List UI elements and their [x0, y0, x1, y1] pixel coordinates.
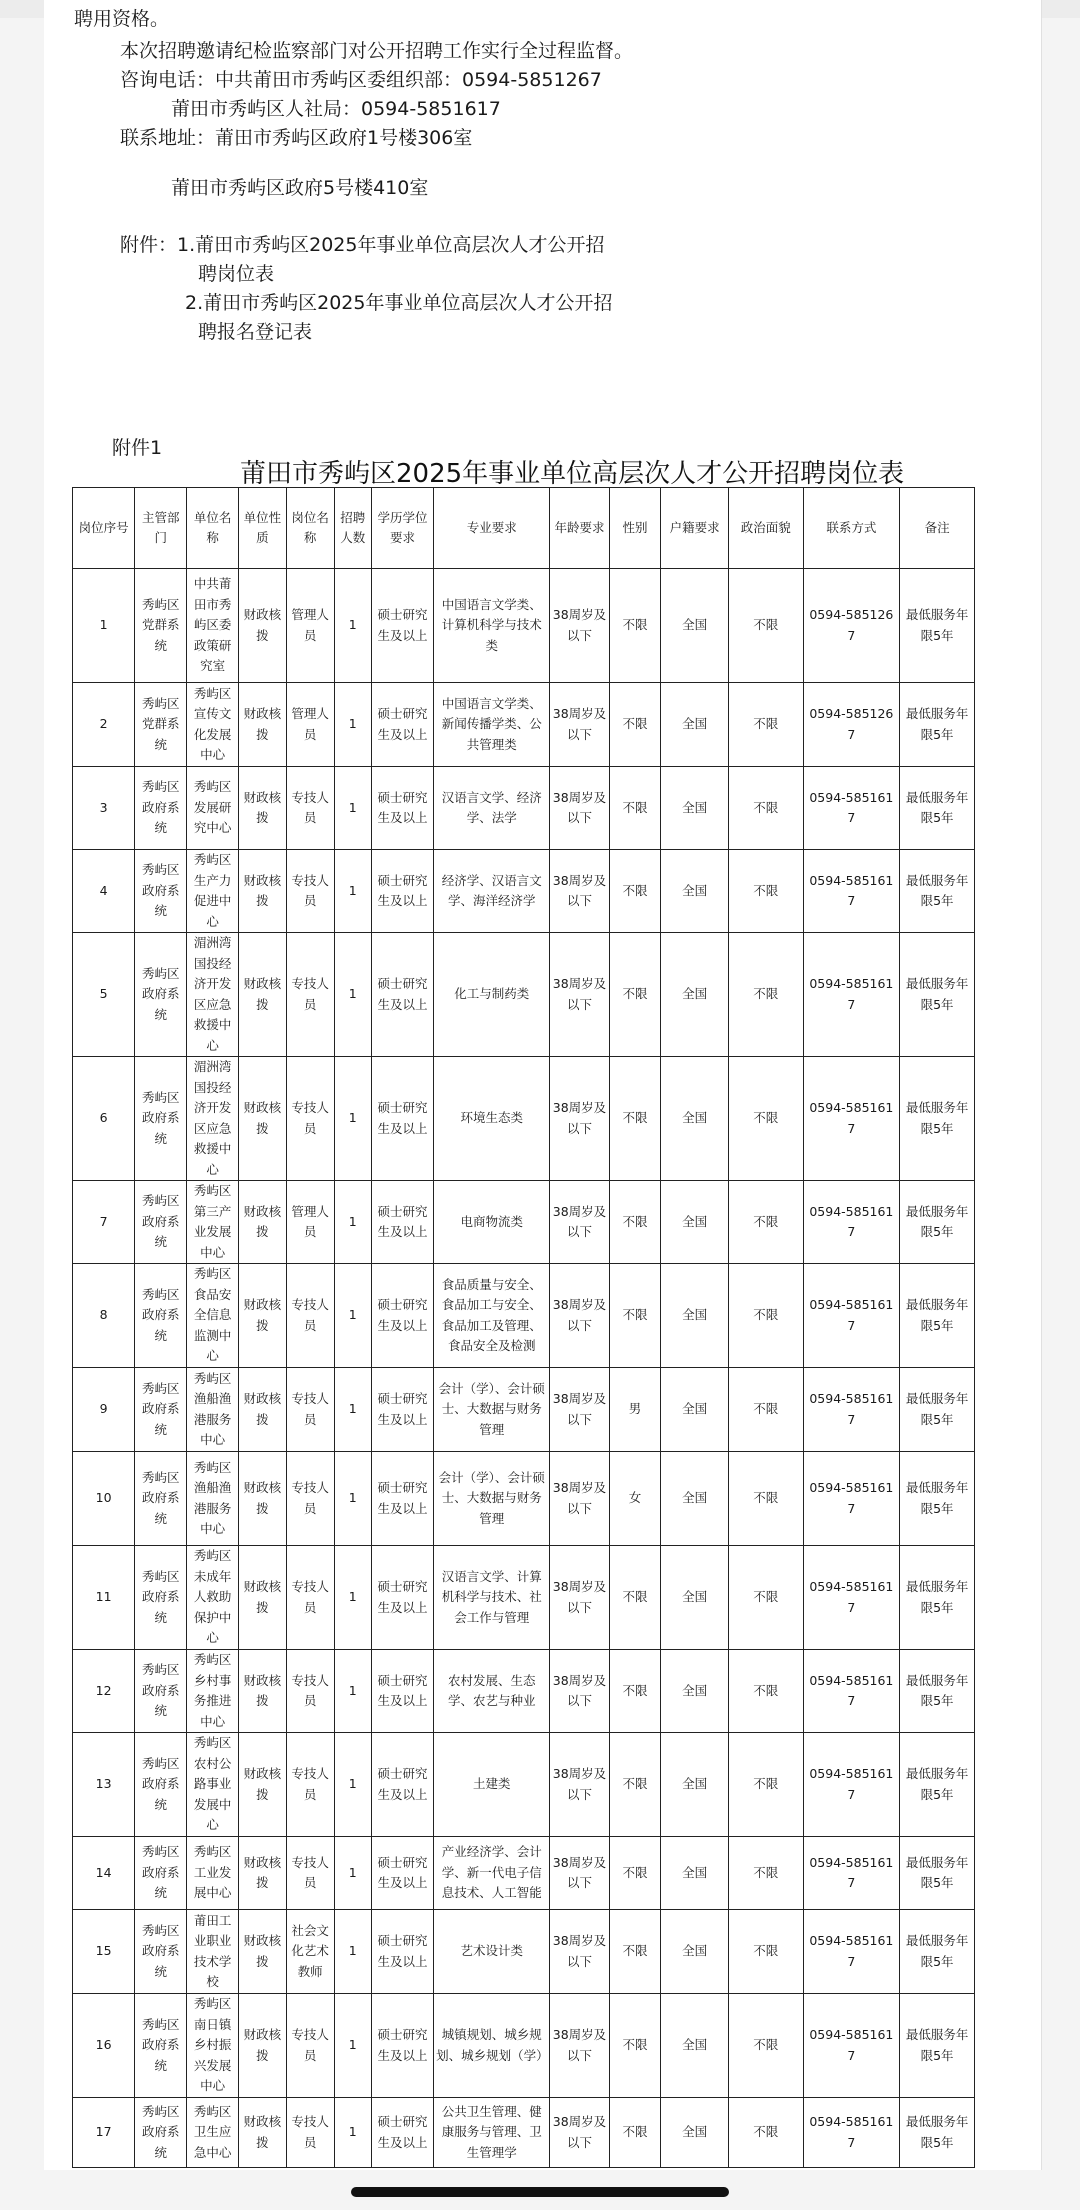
- table-cell: 最低服务年限5年: [900, 2098, 975, 2168]
- table-cell: 秀屿区政府系统: [135, 1057, 187, 1181]
- table-cell: 食品质量与安全、食品加工与安全、食品加工及管理、食品安全及检测: [434, 1264, 550, 1368]
- table-cell: 0594-5851617: [803, 1994, 900, 2098]
- table-cell: 不限: [609, 2098, 661, 2168]
- table-cell: 农村发展、生态学、农艺与种业: [434, 1650, 550, 1733]
- header-cell: 备注: [900, 488, 975, 569]
- table-cell: 秀屿区政府系统: [135, 1733, 187, 1837]
- intro-line-1: 本次招聘邀请纪检监察部门对公开招聘工作实行全过程监督。: [120, 40, 634, 62]
- table-row: [73, 1264, 975, 1368]
- table-cell: 1: [334, 683, 371, 767]
- table-cell: 全国: [661, 2098, 728, 2168]
- table-cell: 专技人员: [286, 1994, 334, 2098]
- table-cell: 38周岁及以下: [550, 1994, 609, 2098]
- table-cell: 1: [334, 1264, 371, 1368]
- table-cell: 0594-5851617: [803, 1910, 900, 1994]
- table-cell: 1: [334, 933, 371, 1057]
- table-cell: 最低服务年限5年: [900, 1650, 975, 1733]
- table-cell: 硕士研究生及以上: [371, 1994, 433, 2098]
- table-cell: 38周岁及以下: [550, 1452, 609, 1546]
- table-cell: 最低服务年限5年: [900, 1057, 975, 1181]
- header-cell: 单位名称: [187, 488, 239, 569]
- table-cell: 财政核拨: [239, 1264, 287, 1368]
- table-row: [73, 1368, 975, 1452]
- attachment-2-line-b: 聘报名登记表: [198, 321, 313, 343]
- table-header-row: [73, 488, 975, 569]
- table-cell: 硕士研究生及以上: [371, 1650, 433, 1733]
- table-cell: 秀屿区食品安全信息监测中心: [187, 1264, 239, 1368]
- table-cell: 0594-5851617: [803, 1368, 900, 1452]
- table-cell: 最低服务年限5年: [900, 1368, 975, 1452]
- table-cell: 财政核拨: [239, 850, 287, 933]
- table-cell: 专技人员: [286, 1650, 334, 1733]
- table-cell: 湄洲湾国投经济开发区应急救援中心: [187, 1057, 239, 1181]
- table-cell: 0594-5851617: [803, 850, 900, 933]
- table-cell: 中国语言文学类、新闻传播学类、公共管理类: [434, 683, 550, 767]
- table-cell: 全国: [661, 1910, 728, 1994]
- table-cell: 全国: [661, 1837, 728, 1910]
- table-cell: 秀屿区农村公路事业发展中心: [187, 1733, 239, 1837]
- table-cell: 1: [334, 1546, 371, 1650]
- table-cell: 中国语言文学类、计算机科学与技术类: [434, 569, 550, 683]
- table-cell: 不限: [728, 1368, 803, 1452]
- table-cell: 专技人员: [286, 2098, 334, 2168]
- table-cell: 财政核拨: [239, 1452, 287, 1546]
- table-row: [73, 1910, 975, 1994]
- table-cell: 9: [73, 1368, 135, 1452]
- document-page[interactable]: [44, 0, 1042, 2170]
- table-cell: 管理人员: [286, 683, 334, 767]
- table-cell: 10: [73, 1452, 135, 1546]
- table-cell: 1: [334, 569, 371, 683]
- table-cell: 38周岁及以下: [550, 1181, 609, 1264]
- table-cell: 1: [334, 850, 371, 933]
- table-cell: 0594-5851617: [803, 1264, 900, 1368]
- table-cell: 不限: [728, 767, 803, 850]
- table-row: [73, 1452, 975, 1546]
- table-cell: 财政核拨: [239, 1994, 287, 2098]
- table-cell: 不限: [728, 1994, 803, 2098]
- table-cell: 湄洲湾国投经济开发区应急救援中心: [187, 933, 239, 1057]
- table-cell: 0594-5851617: [803, 767, 900, 850]
- table-cell: 专技人员: [286, 933, 334, 1057]
- table-cell: 专技人员: [286, 850, 334, 933]
- table-cell: 不限: [728, 850, 803, 933]
- table-cell: 1: [334, 767, 371, 850]
- table-cell: 社会文化艺术教师: [286, 1910, 334, 1994]
- table-cell: 秀屿区政府系统: [135, 767, 187, 850]
- table-cell: 秀屿区生产力促进中心: [187, 850, 239, 933]
- table-row: [73, 933, 975, 1057]
- table-cell: 公共卫生管理、健康服务与管理、卫生管理学: [434, 2098, 550, 2168]
- table-cell: 1: [334, 1650, 371, 1733]
- table-cell: 1: [73, 569, 135, 683]
- table-cell: 硕士研究生及以上: [371, 933, 433, 1057]
- table-cell: 秀屿区渔船渔港服务中心: [187, 1368, 239, 1452]
- table-cell: 不限: [728, 569, 803, 683]
- table-cell: 全国: [661, 1650, 728, 1733]
- table-cell: 硕士研究生及以上: [371, 767, 433, 850]
- table-cell: 全国: [661, 1733, 728, 1837]
- table-cell: 38周岁及以下: [550, 850, 609, 933]
- table-cell: 全国: [661, 850, 728, 933]
- table-cell: 不限: [728, 1181, 803, 1264]
- table-cell: 14: [73, 1837, 135, 1910]
- attachment-1-line-b: 聘岗位表: [198, 263, 275, 285]
- table-cell: 3: [73, 767, 135, 850]
- table-cell: 汉语言文学、经济学、法学: [434, 767, 550, 850]
- header-cell: 户籍要求: [661, 488, 728, 569]
- table-cell: 硕士研究生及以上: [371, 1057, 433, 1181]
- table-cell: 不限: [728, 1057, 803, 1181]
- table-cell: 最低服务年限5年: [900, 1837, 975, 1910]
- table-cell: 最低服务年限5年: [900, 683, 975, 767]
- table-cell: 秀屿区政府系统: [135, 1837, 187, 1910]
- table-cell: 女: [609, 1452, 661, 1546]
- table-cell: 电商物流类: [434, 1181, 550, 1264]
- table-row: [73, 1650, 975, 1733]
- table-cell: 不限: [728, 1650, 803, 1733]
- table-cell: 财政核拨: [239, 1650, 287, 1733]
- table-cell: 38周岁及以下: [550, 1264, 609, 1368]
- table-cell: 不限: [728, 1733, 803, 1837]
- table-cell: 财政核拨: [239, 1368, 287, 1452]
- table-cell: 财政核拨: [239, 933, 287, 1057]
- table-cell: 11: [73, 1546, 135, 1650]
- table-cell: 38周岁及以下: [550, 1733, 609, 1837]
- table-body: [73, 569, 975, 2168]
- table-cell: 不限: [609, 1733, 661, 1837]
- table-cell: 财政核拨: [239, 2098, 287, 2168]
- table-cell: 0594-5851617: [803, 1452, 900, 1546]
- table-cell: 最低服务年限5年: [900, 1452, 975, 1546]
- table-cell: 38周岁及以下: [550, 2098, 609, 2168]
- table-cell: 不限: [609, 1994, 661, 2098]
- table-cell: 12: [73, 1650, 135, 1733]
- contact-address-1: 联系地址：莆田市秀屿区政府1号楼306室: [120, 127, 473, 149]
- table-cell: 秀屿区渔船渔港服务中心: [187, 1452, 239, 1546]
- table-cell: 不限: [728, 1264, 803, 1368]
- table-cell: 0594-5851617: [803, 1057, 900, 1181]
- table-cell: 会计（学）、会计硕士、大数据与财务管理: [434, 1452, 550, 1546]
- table-cell: 1: [334, 1994, 371, 2098]
- table-cell: 不限: [609, 933, 661, 1057]
- table-cell: 最低服务年限5年: [900, 850, 975, 933]
- table-cell: 2: [73, 683, 135, 767]
- table-cell: 不限: [609, 1837, 661, 1910]
- table-cell: 38周岁及以下: [550, 933, 609, 1057]
- table-row: [73, 1837, 975, 1910]
- table-row: [73, 1181, 975, 1264]
- table-cell: 秀屿区乡村事务推进中心: [187, 1650, 239, 1733]
- table-cell: 秀屿区南日镇乡村振兴发展中心: [187, 1994, 239, 2098]
- table-row: [73, 1733, 975, 1837]
- table-cell: 专技人员: [286, 1452, 334, 1546]
- header-cell: 主管部门: [135, 488, 187, 569]
- table-cell: 最低服务年限5年: [900, 1546, 975, 1650]
- table-cell: 硕士研究生及以上: [371, 2098, 433, 2168]
- table-cell: 硕士研究生及以上: [371, 1264, 433, 1368]
- table-row: [73, 850, 975, 933]
- table-cell: 最低服务年限5年: [900, 1181, 975, 1264]
- table-cell: 城镇规划、城乡规划、城乡规划（学）: [434, 1994, 550, 2098]
- table-cell: 土建类: [434, 1733, 550, 1837]
- table-cell: 专技人员: [286, 1057, 334, 1181]
- table-cell: 不限: [609, 850, 661, 933]
- table-row: [73, 1057, 975, 1181]
- table-cell: 秀屿区政府系统: [135, 1910, 187, 1994]
- table-cell: 不限: [728, 1546, 803, 1650]
- table-cell: 38周岁及以下: [550, 1368, 609, 1452]
- table-cell: 财政核拨: [239, 1910, 287, 1994]
- table-cell: 不限: [609, 1057, 661, 1181]
- table-cell: 硕士研究生及以上: [371, 1546, 433, 1650]
- table-cell: 最低服务年限5年: [900, 1264, 975, 1368]
- header-cell: 政治面貌: [728, 488, 803, 569]
- table-cell: 不限: [609, 569, 661, 683]
- table-cell: 硕士研究生及以上: [371, 1910, 433, 1994]
- table-cell: 财政核拨: [239, 1546, 287, 1650]
- table-cell: 1: [334, 1910, 371, 1994]
- table-cell: 化工与制药类: [434, 933, 550, 1057]
- header-cell: 学历学位要求: [371, 488, 433, 569]
- table-cell: 全国: [661, 1264, 728, 1368]
- table-cell: 秀屿区未成年人救助保护中心: [187, 1546, 239, 1650]
- table-cell: 38周岁及以下: [550, 569, 609, 683]
- table-cell: 秀屿区政府系统: [135, 933, 187, 1057]
- table-cell: 汉语言文学、计算机科学与技术、社会工作与管理: [434, 1546, 550, 1650]
- table-cell: 秀屿区政府系统: [135, 1650, 187, 1733]
- table-cell: 不限: [728, 2098, 803, 2168]
- table-cell: 不限: [609, 1650, 661, 1733]
- table-cell: 7: [73, 1181, 135, 1264]
- table-cell: 38周岁及以下: [550, 1650, 609, 1733]
- table-cell: 全国: [661, 569, 728, 683]
- table-cell: 38周岁及以下: [550, 1910, 609, 1994]
- table-cell: 38周岁及以下: [550, 683, 609, 767]
- contact-address-2: 莆田市秀屿区政府5号楼410室: [171, 177, 429, 199]
- table-cell: 秀屿区政府系统: [135, 1546, 187, 1650]
- header-cell: 专业要求: [434, 488, 550, 569]
- table-cell: 不限: [728, 1910, 803, 1994]
- table-cell: 0594-5851617: [803, 2098, 900, 2168]
- table-cell: 不限: [728, 1452, 803, 1546]
- table-cell: 0594-5851617: [803, 1181, 900, 1264]
- table-cell: 财政核拨: [239, 569, 287, 683]
- table-cell: 38周岁及以下: [550, 1057, 609, 1181]
- table-cell: 管理人员: [286, 569, 334, 683]
- table-cell: 秀屿区政府系统: [135, 1181, 187, 1264]
- table-cell: 秀屿区政府系统: [135, 1368, 187, 1452]
- table-cell: 硕士研究生及以上: [371, 683, 433, 767]
- table-cell: 13: [73, 1733, 135, 1837]
- table-cell: 不限: [728, 933, 803, 1057]
- table-cell: 38周岁及以下: [550, 1837, 609, 1910]
- table-cell: 财政核拨: [239, 767, 287, 850]
- table-cell: 38周岁及以下: [550, 1546, 609, 1650]
- table-cell: 0594-5851617: [803, 1546, 900, 1650]
- table-cell: 0594-5851617: [803, 1650, 900, 1733]
- table-row: [73, 767, 975, 850]
- consult-phone-1: 咨询电话：中共莆田市秀屿区委组织部：0594-5851267: [120, 69, 602, 91]
- table-title: 莆田市秀屿区2025年事业单位高层次人才公开招聘岗位表: [240, 459, 905, 489]
- table-cell: 管理人员: [286, 1181, 334, 1264]
- table-row: [73, 2098, 975, 2168]
- home-indicator[interactable]: [351, 2187, 729, 2197]
- table-cell: 秀屿区政府系统: [135, 2098, 187, 2168]
- table-cell: 秀屿区党群系统: [135, 683, 187, 767]
- table-cell: 最低服务年限5年: [900, 767, 975, 850]
- table-cell: 8: [73, 1264, 135, 1368]
- table-cell: 环境生态类: [434, 1057, 550, 1181]
- table-cell: 全国: [661, 683, 728, 767]
- table-cell: 秀屿区工业发展中心: [187, 1837, 239, 1910]
- table-cell: 秀屿区政府系统: [135, 1264, 187, 1368]
- table-row: [73, 569, 975, 683]
- table-row: [73, 683, 975, 767]
- table-cell: 不限: [728, 683, 803, 767]
- table-cell: 最低服务年限5年: [900, 933, 975, 1057]
- table-cell: 不限: [728, 1837, 803, 1910]
- table-cell: 1: [334, 2098, 371, 2168]
- table-cell: 秀屿区政府系统: [135, 1994, 187, 2098]
- header-cell: 单位性质: [239, 488, 287, 569]
- table-cell: 全国: [661, 1368, 728, 1452]
- table-cell: 全国: [661, 1181, 728, 1264]
- table-cell: 全国: [661, 1057, 728, 1181]
- table-cell: 1: [334, 1368, 371, 1452]
- table-cell: 全国: [661, 933, 728, 1057]
- table-cell: 财政核拨: [239, 1837, 287, 1910]
- table-cell: 专技人员: [286, 1837, 334, 1910]
- table-cell: 秀屿区发展研究中心: [187, 767, 239, 850]
- table-cell: 16: [73, 1994, 135, 2098]
- table-cell: 专技人员: [286, 1264, 334, 1368]
- table-cell: 0594-5851617: [803, 1837, 900, 1910]
- table-cell: 硕士研究生及以上: [371, 1837, 433, 1910]
- table-cell: 财政核拨: [239, 1181, 287, 1264]
- table-cell: 6: [73, 1057, 135, 1181]
- table-cell: 艺术设计类: [434, 1910, 550, 1994]
- header-cell: 联系方式: [803, 488, 900, 569]
- attachment-2-line-a: 2.莆田市秀屿区2025年事业单位高层次人才公开招: [185, 292, 613, 314]
- table-cell: 不限: [609, 1546, 661, 1650]
- table-cell: 中共莆田市秀屿区委政策研究室: [187, 569, 239, 683]
- table-cell: 1: [334, 1837, 371, 1910]
- header-cell: 岗位名称: [286, 488, 334, 569]
- table-cell: 0594-5851617: [803, 1733, 900, 1837]
- table-cell: 硕士研究生及以上: [371, 1368, 433, 1452]
- table-cell: 秀屿区第三产业发展中心: [187, 1181, 239, 1264]
- table-cell: 0594-5851267: [803, 683, 900, 767]
- positions-table: [72, 487, 975, 2168]
- table-cell: 硕士研究生及以上: [371, 1181, 433, 1264]
- table-cell: 0594-5851617: [803, 933, 900, 1057]
- table-cell: 不限: [609, 683, 661, 767]
- intro-line-0: 聘用资格。: [74, 8, 170, 30]
- table-cell: 秀屿区宣传文化发展中心: [187, 683, 239, 767]
- table-cell: 1: [334, 1181, 371, 1264]
- table-cell: 财政核拨: [239, 683, 287, 767]
- table-row: [73, 1994, 975, 2098]
- table-cell: 17: [73, 2098, 135, 2168]
- table-cell: 全国: [661, 1452, 728, 1546]
- table-cell: 经济学、汉语言文学、海洋经济学: [434, 850, 550, 933]
- table-cell: 专技人员: [286, 1546, 334, 1650]
- table-cell: 不限: [609, 1264, 661, 1368]
- annex-label: 附件1: [112, 437, 163, 459]
- table-cell: 4: [73, 850, 135, 933]
- table-cell: 秀屿区政府系统: [135, 850, 187, 933]
- attachment-1-line-a: 附件：1.莆田市秀屿区2025年事业单位高层次人才公开招: [120, 234, 605, 256]
- table-cell: 最低服务年限5年: [900, 1994, 975, 2098]
- table-cell: 0594-5851267: [803, 569, 900, 683]
- table-cell: 最低服务年限5年: [900, 1910, 975, 1994]
- table-cell: 1: [334, 1452, 371, 1546]
- table-cell: 硕士研究生及以上: [371, 1733, 433, 1837]
- table-cell: 专技人员: [286, 1733, 334, 1837]
- table-row: [73, 1546, 975, 1650]
- header-cell: 性别: [609, 488, 661, 569]
- table-cell: 财政核拨: [239, 1733, 287, 1837]
- header-cell: 年龄要求: [550, 488, 609, 569]
- table-cell: 硕士研究生及以上: [371, 569, 433, 683]
- table-cell: 5: [73, 933, 135, 1057]
- table-cell: 产业经济学、会计学、新一代电子信息技术、人工智能: [434, 1837, 550, 1910]
- table-cell: 不限: [609, 1181, 661, 1264]
- table-cell: 38周岁及以下: [550, 767, 609, 850]
- table-cell: 硕士研究生及以上: [371, 850, 433, 933]
- table-cell: 最低服务年限5年: [900, 569, 975, 683]
- table-cell: 财政核拨: [239, 1057, 287, 1181]
- header-cell: 招聘人数: [334, 488, 371, 569]
- table-cell: 1: [334, 1057, 371, 1181]
- table-cell: 不限: [609, 767, 661, 850]
- table-cell: 全国: [661, 1546, 728, 1650]
- table-cell: 秀屿区卫生应急中心: [187, 2098, 239, 2168]
- table-cell: 全国: [661, 767, 728, 850]
- header-cell: 岗位序号: [73, 488, 135, 569]
- consult-phone-2: 莆田市秀屿区人社局：0594-5851617: [171, 98, 501, 120]
- table-cell: 会计（学）、会计硕士、大数据与财务管理: [434, 1368, 550, 1452]
- table-cell: 专技人员: [286, 767, 334, 850]
- table-cell: 秀屿区党群系统: [135, 569, 187, 683]
- table-cell: 最低服务年限5年: [900, 1733, 975, 1837]
- table-cell: 莆田工业职业技术学校: [187, 1910, 239, 1994]
- table-cell: 15: [73, 1910, 135, 1994]
- table-cell: 专技人员: [286, 1368, 334, 1452]
- table-cell: 男: [609, 1368, 661, 1452]
- table-cell: 秀屿区政府系统: [135, 1452, 187, 1546]
- table-cell: 1: [334, 1733, 371, 1837]
- table-cell: 全国: [661, 1994, 728, 2098]
- table-cell: 不限: [609, 1910, 661, 1994]
- table-cell: 硕士研究生及以上: [371, 1452, 433, 1546]
